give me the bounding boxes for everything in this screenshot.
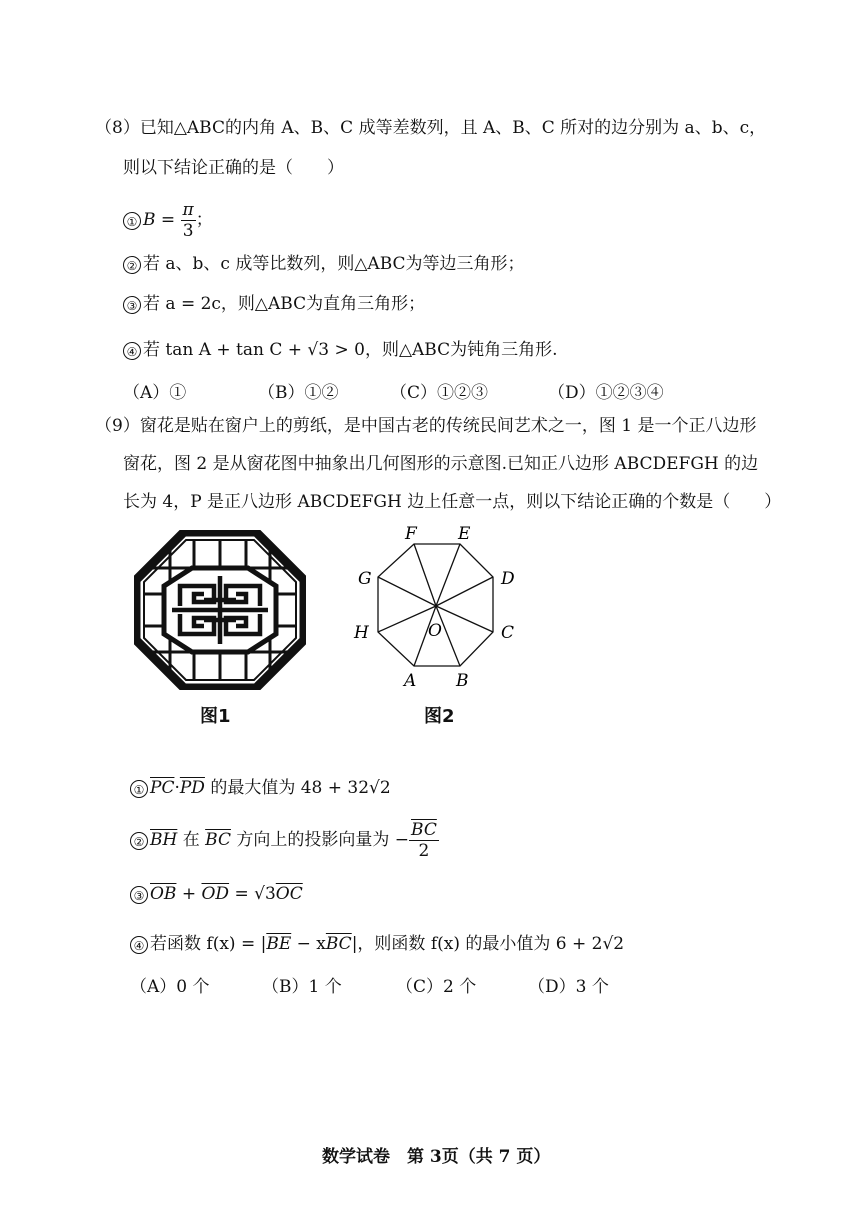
octagon-diagram xyxy=(348,522,538,692)
fraction: $\frac{\pi}{3}$ xyxy=(182,200,194,241)
vertex-label-g: G xyxy=(358,569,372,589)
vertex-label-a: A xyxy=(404,671,417,691)
q8-option-d[interactable]: （D）①②③④ xyxy=(548,383,664,403)
vertex-label-d: D xyxy=(501,569,515,589)
circled-number: ① xyxy=(123,212,141,230)
vertex-label-f: F xyxy=(405,524,417,544)
q8-option-b[interactable]: （B）①② xyxy=(258,383,339,403)
q8-stem-line2: 则以下结论正确的是（ ） xyxy=(123,158,344,178)
vertex-label-c: C xyxy=(501,623,515,643)
vertex-label-h: H xyxy=(354,623,369,643)
fraction: $\frac{\overline{BC}}{2}$ xyxy=(411,820,437,861)
q8-option-c[interactable]: （C）①②③ xyxy=(390,383,489,403)
q8-statement-4: ④ 若 tan A + tan C + √3 > 0，则△ABC为钝角三角形. xyxy=(123,338,558,362)
q9-statement-4: ④ 若函数 $f(x) = |\overline{BE} - x\overline{BC}|$，则函数 f(x) 的最小值为 6 + 2√2 xyxy=(130,932,624,956)
page-footer: 数学试卷 第 3页（共 7 页） xyxy=(322,1147,551,1167)
figure-1-caption: 图1 xyxy=(200,706,231,727)
q9-option-b[interactable]: （B）1 个 xyxy=(262,977,342,997)
q8-statement-1: ① B = $\frac{\pi}{3}$ ； xyxy=(123,200,213,241)
q8-option-a[interactable]: （A）① xyxy=(123,383,187,403)
vertex-label-e: E xyxy=(458,524,471,544)
window-flower-figure xyxy=(134,530,306,690)
figure-2-caption: 图2 xyxy=(424,706,455,727)
q9-statement-2: ② $\overline{BH}$ 在 $\overline{BC}$ 方向上的投影向量为 − $\frac{\overline{BC}}{2}$ xyxy=(130,818,439,862)
q8-stem-line1: （8）已知△ABC的内角 A、B、C 成等差数列，且 A、B、C 所对的边分别为 a、b、c， xyxy=(95,118,767,138)
q8-statement-3: ③ 若 a = 2c，则△ABC为直角三角形； xyxy=(123,292,425,316)
q9-stem-line2: 窗花，图 2 是从窗花图中抽象出几何图形的示意图.已知正八边形 ABCDEFGH 的边 xyxy=(123,454,759,474)
q8-statement-2: ② 若 a、b、c 成等比数列，则△ABC为等边三角形； xyxy=(123,252,525,276)
q9-option-d[interactable]: （D）3 个 xyxy=(528,977,609,997)
vertex-label-b: B xyxy=(456,671,469,691)
center-label-o: O xyxy=(428,621,442,641)
q9-statement-3: ③ $\overline{OB} + \overline{OD} = √3\overline{OC}$ xyxy=(130,882,303,906)
q9-stem-line1: （9）窗花是贴在窗户上的剪纸，是中国古老的传统民间艺术之一，图 1 是一个正八边形 xyxy=(95,416,757,436)
q9-statement-1: ① $\overline{PC}\cdot\overline{PD}$ 的最大值为 48 + 32√2 xyxy=(130,776,391,800)
q9-stem-line3: 长为 4，P 是正八边形 ABCDEFGH 边上任意一点，则以下结论正确的个数是（ ） xyxy=(123,492,782,512)
q9-option-a[interactable]: （A）0 个 xyxy=(130,977,210,997)
q9-option-c[interactable]: （C）2 个 xyxy=(396,977,477,997)
